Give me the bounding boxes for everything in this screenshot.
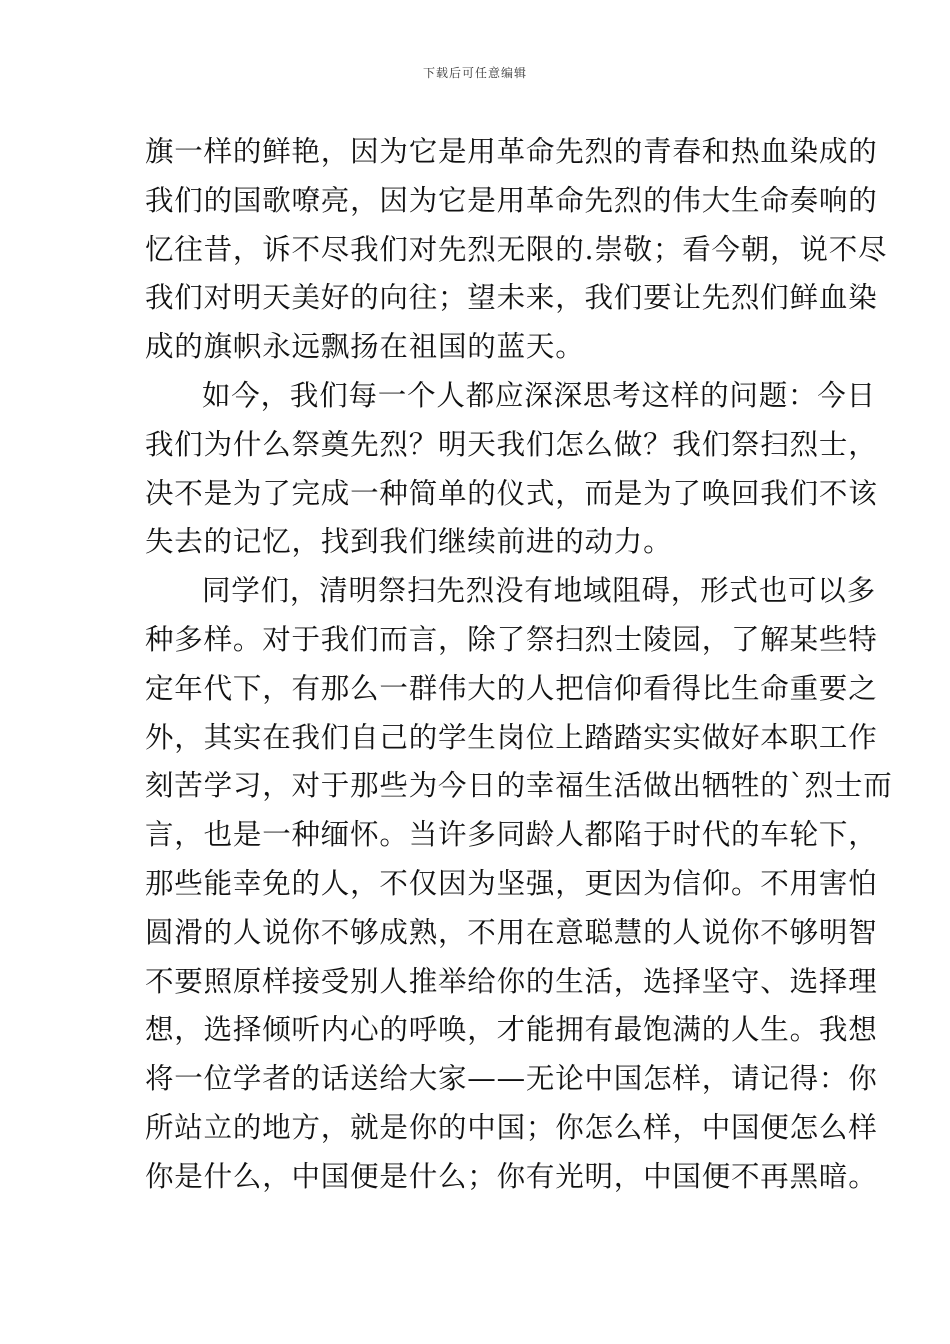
text-line: 不要照原样接受别人推举给你的生活，选择坚守、选择理: [145, 964, 878, 998]
text-line: 圆滑的人说你不够成熟，不用在意聪慧的人说你不够明智: [145, 915, 878, 949]
paragraph-start-line: 如今，我们每一个人都应深深思考这样的问题：今日: [202, 378, 876, 412]
text-line: 所站立的地方，就是你的中国；你怎么样，中国便怎么样: [145, 1110, 878, 1144]
text-line: 你是什么，中国便是什么；你有光明，中国便不再黑暗。: [145, 1159, 878, 1193]
text-line: 成的旗帜永远飘扬在祖国的蓝天。: [145, 330, 585, 364]
text-line: 忆往昔，诉不尽我们对先烈无限的.崇敬；看今朝，说不尽: [145, 232, 888, 266]
text-line: 失去的记忆，找到我们继续前进的动力。: [145, 525, 673, 559]
text-line: 旗一样的鲜艳，因为它是用革命先烈的青春和热血染成的: [145, 135, 878, 168]
text-line: 我们为什么祭奠先烈？明天我们怎么做？我们祭扫烈士，: [145, 427, 878, 461]
text-line: 言，也是一种缅怀。当许多同龄人都陷于时代的车轮下，: [145, 818, 878, 852]
text-line: 决不是为了完成一种简单的仪式，而是为了唤回我们不该: [145, 476, 878, 510]
paragraph-start-line: 同学们，清明祭扫先烈没有地域阻碍，形式也可以多: [202, 574, 876, 608]
text-line: 定年代下，有那么一群伟大的人把信仰看得比生命重要之: [145, 671, 878, 705]
text-line: 我们的国歌嘹亮，因为它是用革命先烈的伟大生命奏响的: [145, 183, 878, 217]
body-text: [145, 128, 893, 1202]
header-note: 下载后可任意编辑: [422, 66, 527, 80]
text-line: 外，其实在我们自己的学生岗位上踏踏实实做好本职工作: [145, 720, 878, 754]
text-line: 将一位学者的话送给大家——无论中国怎样，请记得：你: [145, 1062, 878, 1096]
text-line: 那些能幸免的人，不仅因为坚强，更因为信仰。不用害怕: [145, 866, 878, 900]
text-line: 想，选择倾听内心的呼唤，才能拥有最饱满的人生。我想: [145, 1013, 878, 1047]
text-line: 刻苦学习，对于那些为今日的幸福生活做出牺牲的`烈士而: [145, 769, 893, 803]
text-line: 种多样。对于我们而言，除了祭扫烈士陵园，了解某些特: [145, 622, 878, 656]
text-line: 我们对明天美好的向往；望未来，我们要让先烈们鲜血染: [145, 281, 878, 315]
